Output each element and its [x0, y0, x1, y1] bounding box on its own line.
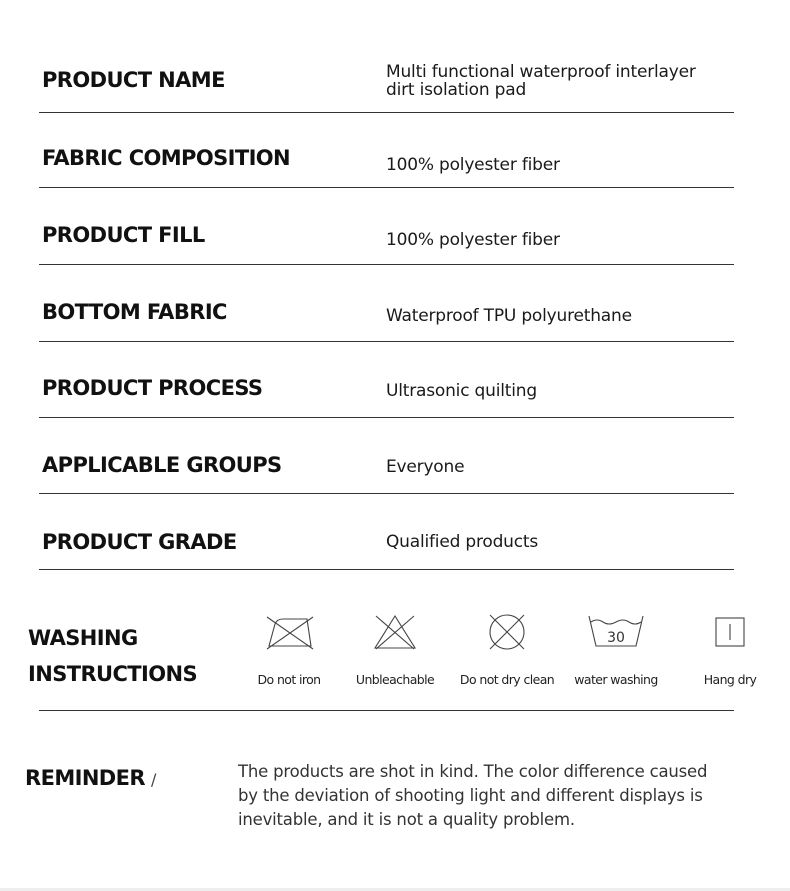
care-label: water washing	[574, 672, 658, 687]
divider	[39, 710, 734, 711]
wash-30-icon	[586, 612, 646, 652]
washing-title	[28, 620, 197, 692]
spec-value: 100% polyester fiber	[386, 230, 560, 250]
divider	[39, 112, 734, 113]
reminder-text: The products are shot in kind. The color difference caused by the deviation of shooting light and different displays is inevitable, and it is not a quality problem.	[238, 762, 708, 829]
care-item-do-not-dry-clean	[452, 612, 562, 687]
do-not-iron-icon	[261, 612, 317, 652]
divider	[39, 341, 734, 342]
reminder-title-text: REMINDER	[25, 766, 145, 790]
divider	[39, 417, 734, 418]
care-label: Hang dry	[703, 672, 757, 687]
spec-label: FABRIC COMPOSITION	[42, 146, 291, 170]
washing-title-line1: WASHING	[28, 626, 138, 650]
divider	[39, 187, 734, 188]
spec-label: PRODUCT PROCESS	[42, 376, 263, 400]
washing-title-line2: INSTRUCTIONS	[28, 662, 197, 686]
spec-value: Waterproof TPU polyurethane	[386, 306, 632, 326]
wash-temperature: 30	[607, 630, 625, 646]
care-label: Do not dry clean	[459, 672, 555, 687]
reminder-title	[25, 766, 156, 790]
hang-dry-icon	[713, 612, 747, 652]
divider	[39, 569, 734, 570]
spec-value: 100% polyester fiber	[386, 155, 560, 175]
spec-label: APPLICABLE GROUPS	[42, 453, 282, 477]
care-item-hang-dry	[675, 612, 785, 687]
care-label: Unbleachable	[355, 672, 435, 687]
spec-label: PRODUCT FILL	[42, 223, 205, 247]
spec-value: Everyone	[386, 457, 465, 477]
spec-label: PRODUCT NAME	[42, 68, 225, 92]
divider	[39, 493, 734, 494]
do-not-bleach-icon	[370, 612, 420, 652]
spec-label: PRODUCT GRADE	[42, 530, 237, 554]
spec-value: Multi functional waterproof interlayer dirt isolation pad	[386, 62, 696, 100]
divider	[39, 264, 734, 265]
spec-label: BOTTOM FABRIC	[42, 300, 227, 324]
care-label: Do not iron	[257, 672, 321, 687]
do-not-dry-clean-icon	[485, 612, 529, 652]
care-item-water-washing	[561, 612, 671, 687]
care-item-do-not-iron	[234, 612, 344, 687]
care-item-unbleachable	[340, 612, 450, 687]
spec-value: Ultrasonic quilting	[386, 381, 537, 401]
spec-value: Qualified products	[386, 532, 539, 552]
reminder-slash: /	[150, 770, 156, 789]
